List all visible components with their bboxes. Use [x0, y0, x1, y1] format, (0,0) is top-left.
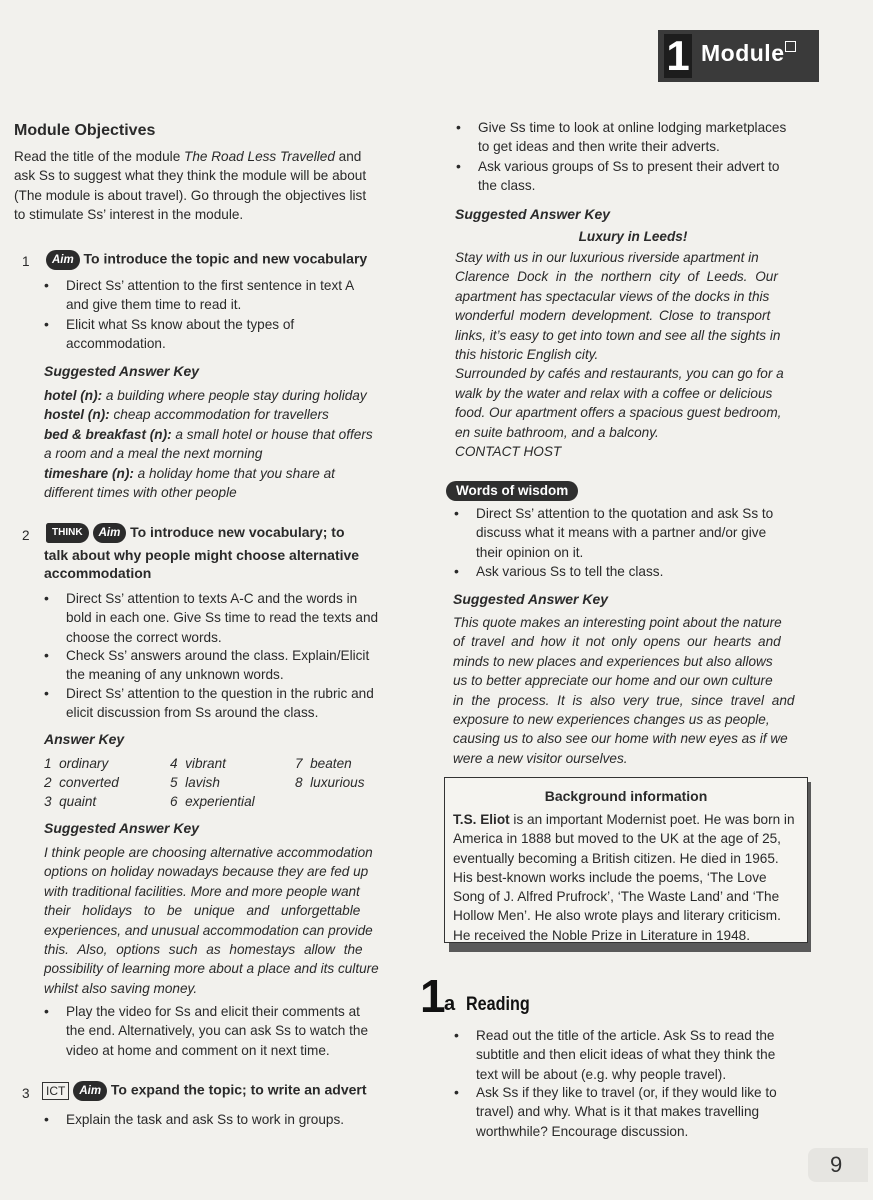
answer-item: 5 lavish — [170, 775, 220, 790]
background-information-box — [444, 777, 808, 943]
objectives-line: to stimulate Ss’ interest in the module. — [14, 207, 244, 222]
list-item: • Play the video for Ss and elicit their comments at the end. Alternatively, you can ask Ss to watch the video at home and comment on it next time. — [66, 1002, 368, 1060]
background-text: T.S. Eliot is an important Modernist poet. He was born in America in 1888 but moved to the UK at the age of 25, eventually becoming a British citizen. He died in 1965. His best-known works include the poems, ‘The Love Song of J. Alfred Prufrock’, ‘The Waste Land’ and ‘The Hollow Men’. He also wrote plays and literary criticism. He received the Noble Prize in Literature in 1948. — [453, 812, 795, 943]
answer-item: 6 experiential — [170, 794, 255, 809]
think-badge: THINK — [46, 523, 89, 543]
answer-key-title: Suggested Answer Key — [44, 820, 200, 836]
answer-item: 3 quaint — [44, 794, 97, 809]
answer-item: 2 converted — [44, 775, 119, 790]
section-2-title: accommodation — [44, 565, 152, 581]
list-item: • Elicit what Ss know about the types of accommodation. — [66, 315, 294, 354]
words-of-wisdom-badge: Words of wisdom — [446, 481, 578, 501]
ict-badge: ICT — [42, 1082, 69, 1100]
section-3-heading — [42, 1081, 367, 1101]
list-item: • Check Ss’ answers around the class. Explain/Elicit the meaning of any unknown words. — [66, 646, 369, 685]
section-1-heading — [46, 250, 367, 270]
vocab-line: different times with other people — [44, 485, 237, 501]
vocab-definitions — [44, 386, 404, 502]
objectives-title: Module Objectives — [14, 122, 156, 139]
answer-key-title: Answer Key — [44, 731, 125, 747]
list-item: • Direct Ss’ attention to the first sentence in text A and give them time to read it. — [66, 276, 354, 315]
answer-item: 4 vibrant — [170, 756, 226, 771]
section-3-number: 3 — [22, 1086, 30, 1101]
vocab-line: a room and a meal the next morning — [44, 446, 263, 462]
answer-item: 8 luxurious — [295, 775, 365, 790]
answer-key-title: Suggested Answer Key — [44, 363, 200, 379]
answer-key-col-1 — [44, 754, 119, 811]
list-item: • Direct Ss’ attention to the question in the rubric and elicit discussion from Ss around the class. — [66, 684, 374, 723]
section-2-heading — [46, 523, 416, 543]
list-item: • Direct Ss’ attention to the quotation and ask Ss to discuss what it means with a partner and/or give their opinion on it. — [476, 504, 810, 562]
module-tab — [658, 30, 819, 82]
vocab-line: timeshare (n): a holiday home that you share at — [44, 465, 335, 481]
reading-number: 1 — [420, 970, 446, 1022]
advert-title: Luxury in Leeds! — [578, 229, 688, 244]
list-item: • Ask various Ss to tell the class. — [476, 562, 663, 581]
reading-letter: a — [444, 993, 456, 1015]
suggested-answer-text: I think people are choosing alternative accommodation options on holiday nowadays because they are fed up with traditional facilities. More and more people want their holidays to be unique and unforgettable experiences, and unusual accommodation can provide this. Also, options such as homestays allow the possibility of learning more about a place and its culture whilst also saving money. — [44, 845, 379, 996]
aim-badge: Aim — [93, 523, 127, 543]
square-icon — [785, 41, 796, 52]
answer-key-title: Suggested Answer Key — [455, 206, 611, 222]
module-number: 1 — [664, 34, 692, 78]
vocab-line: hostel (n): cheap accommodation for travellers — [44, 407, 329, 423]
list-item: • Explain the task and ask Ss to work in groups. — [66, 1110, 344, 1129]
list-item: • Ask Ss if they like to travel (or, if they would like to travel) and why. What is it that makes travelling worthwhile? Encourage discussion. — [476, 1083, 810, 1141]
page-number: 9 — [830, 1152, 843, 1177]
answer-key-col-2 — [170, 754, 255, 811]
section-1-number: 1 — [22, 254, 30, 269]
background-title: Background information — [544, 788, 708, 804]
wisdom-answer-text: This quote makes an interesting point about the nature of travel and how it not only opens our hearts and minds to new places and experiences but also allows us to better appreciate our home and our own culture in the process. It is also very true, since travel and exposure to new experiences changes us as people, causing us to also see our home with new eyes as if we were a new visitor ourselves. — [453, 615, 795, 766]
section-2-title: talk about why people might choose alternative — [44, 547, 360, 563]
objectives-line: ask Ss to suggest what they think the module will be about — [14, 168, 367, 183]
section-2-title: To introduce new vocabulary; to — [130, 524, 345, 540]
vocab-line: bed & breakfast (n): a small hotel or house that offers — [44, 426, 373, 442]
answer-key-col-3 — [295, 754, 365, 792]
reading-title: Reading — [466, 994, 530, 1015]
aim-badge: Aim — [46, 250, 80, 270]
advert-text: Stay with us in our luxurious riverside apartment in Clarence Dock in the northern city of Leeds. Our apartment has spectacular views of the docks in this wonderful modern development. Close to transport links, it’s easy to get into town and see all the sights in this historic English city. Surrounded by cafés and restaurants, you can go for a walk by the water and relax with a coffee or delicious food. Our apartment offers a spacious guest bedroom, en suite bathroom, and a balcony. CONTACT HOST — [455, 250, 784, 460]
list-item: • Give Ss time to look at online lodging marketplaces to get ideas and then write their adverts. — [478, 118, 786, 157]
list-item: • Read out the title of the article. Ask Ss to read the subtitle and then elicit ideas of what they think the text will be about (e.g. why people travel). — [476, 1026, 810, 1084]
section-1-title: To introduce the topic and new vocabulary — [83, 250, 368, 267]
objectives-line: Read the title of the module The Road Less Travelled and — [14, 149, 362, 164]
list-item: • Ask various groups of Ss to present their advert to the class. — [478, 157, 779, 196]
vocab-line: hotel (n): a building where people stay during holiday — [44, 388, 367, 403]
section-2-number: 2 — [22, 528, 30, 543]
answer-item: 7 beaten — [295, 756, 352, 771]
module-label: Module — [701, 40, 785, 66]
answer-item: 1 ordinary — [44, 756, 109, 771]
section-3-title: To expand the topic; to write an advert — [110, 1081, 367, 1098]
answer-key-title: Suggested Answer Key — [453, 591, 609, 607]
objectives-line: (The module is about travel). Go through the objectives list — [14, 188, 367, 203]
list-item: • Direct Ss’ attention to texts A-C and the words in bold in each one. Give Ss time to read the texts and choose the correct words. — [66, 589, 396, 647]
aim-badge: Aim — [73, 1081, 107, 1101]
